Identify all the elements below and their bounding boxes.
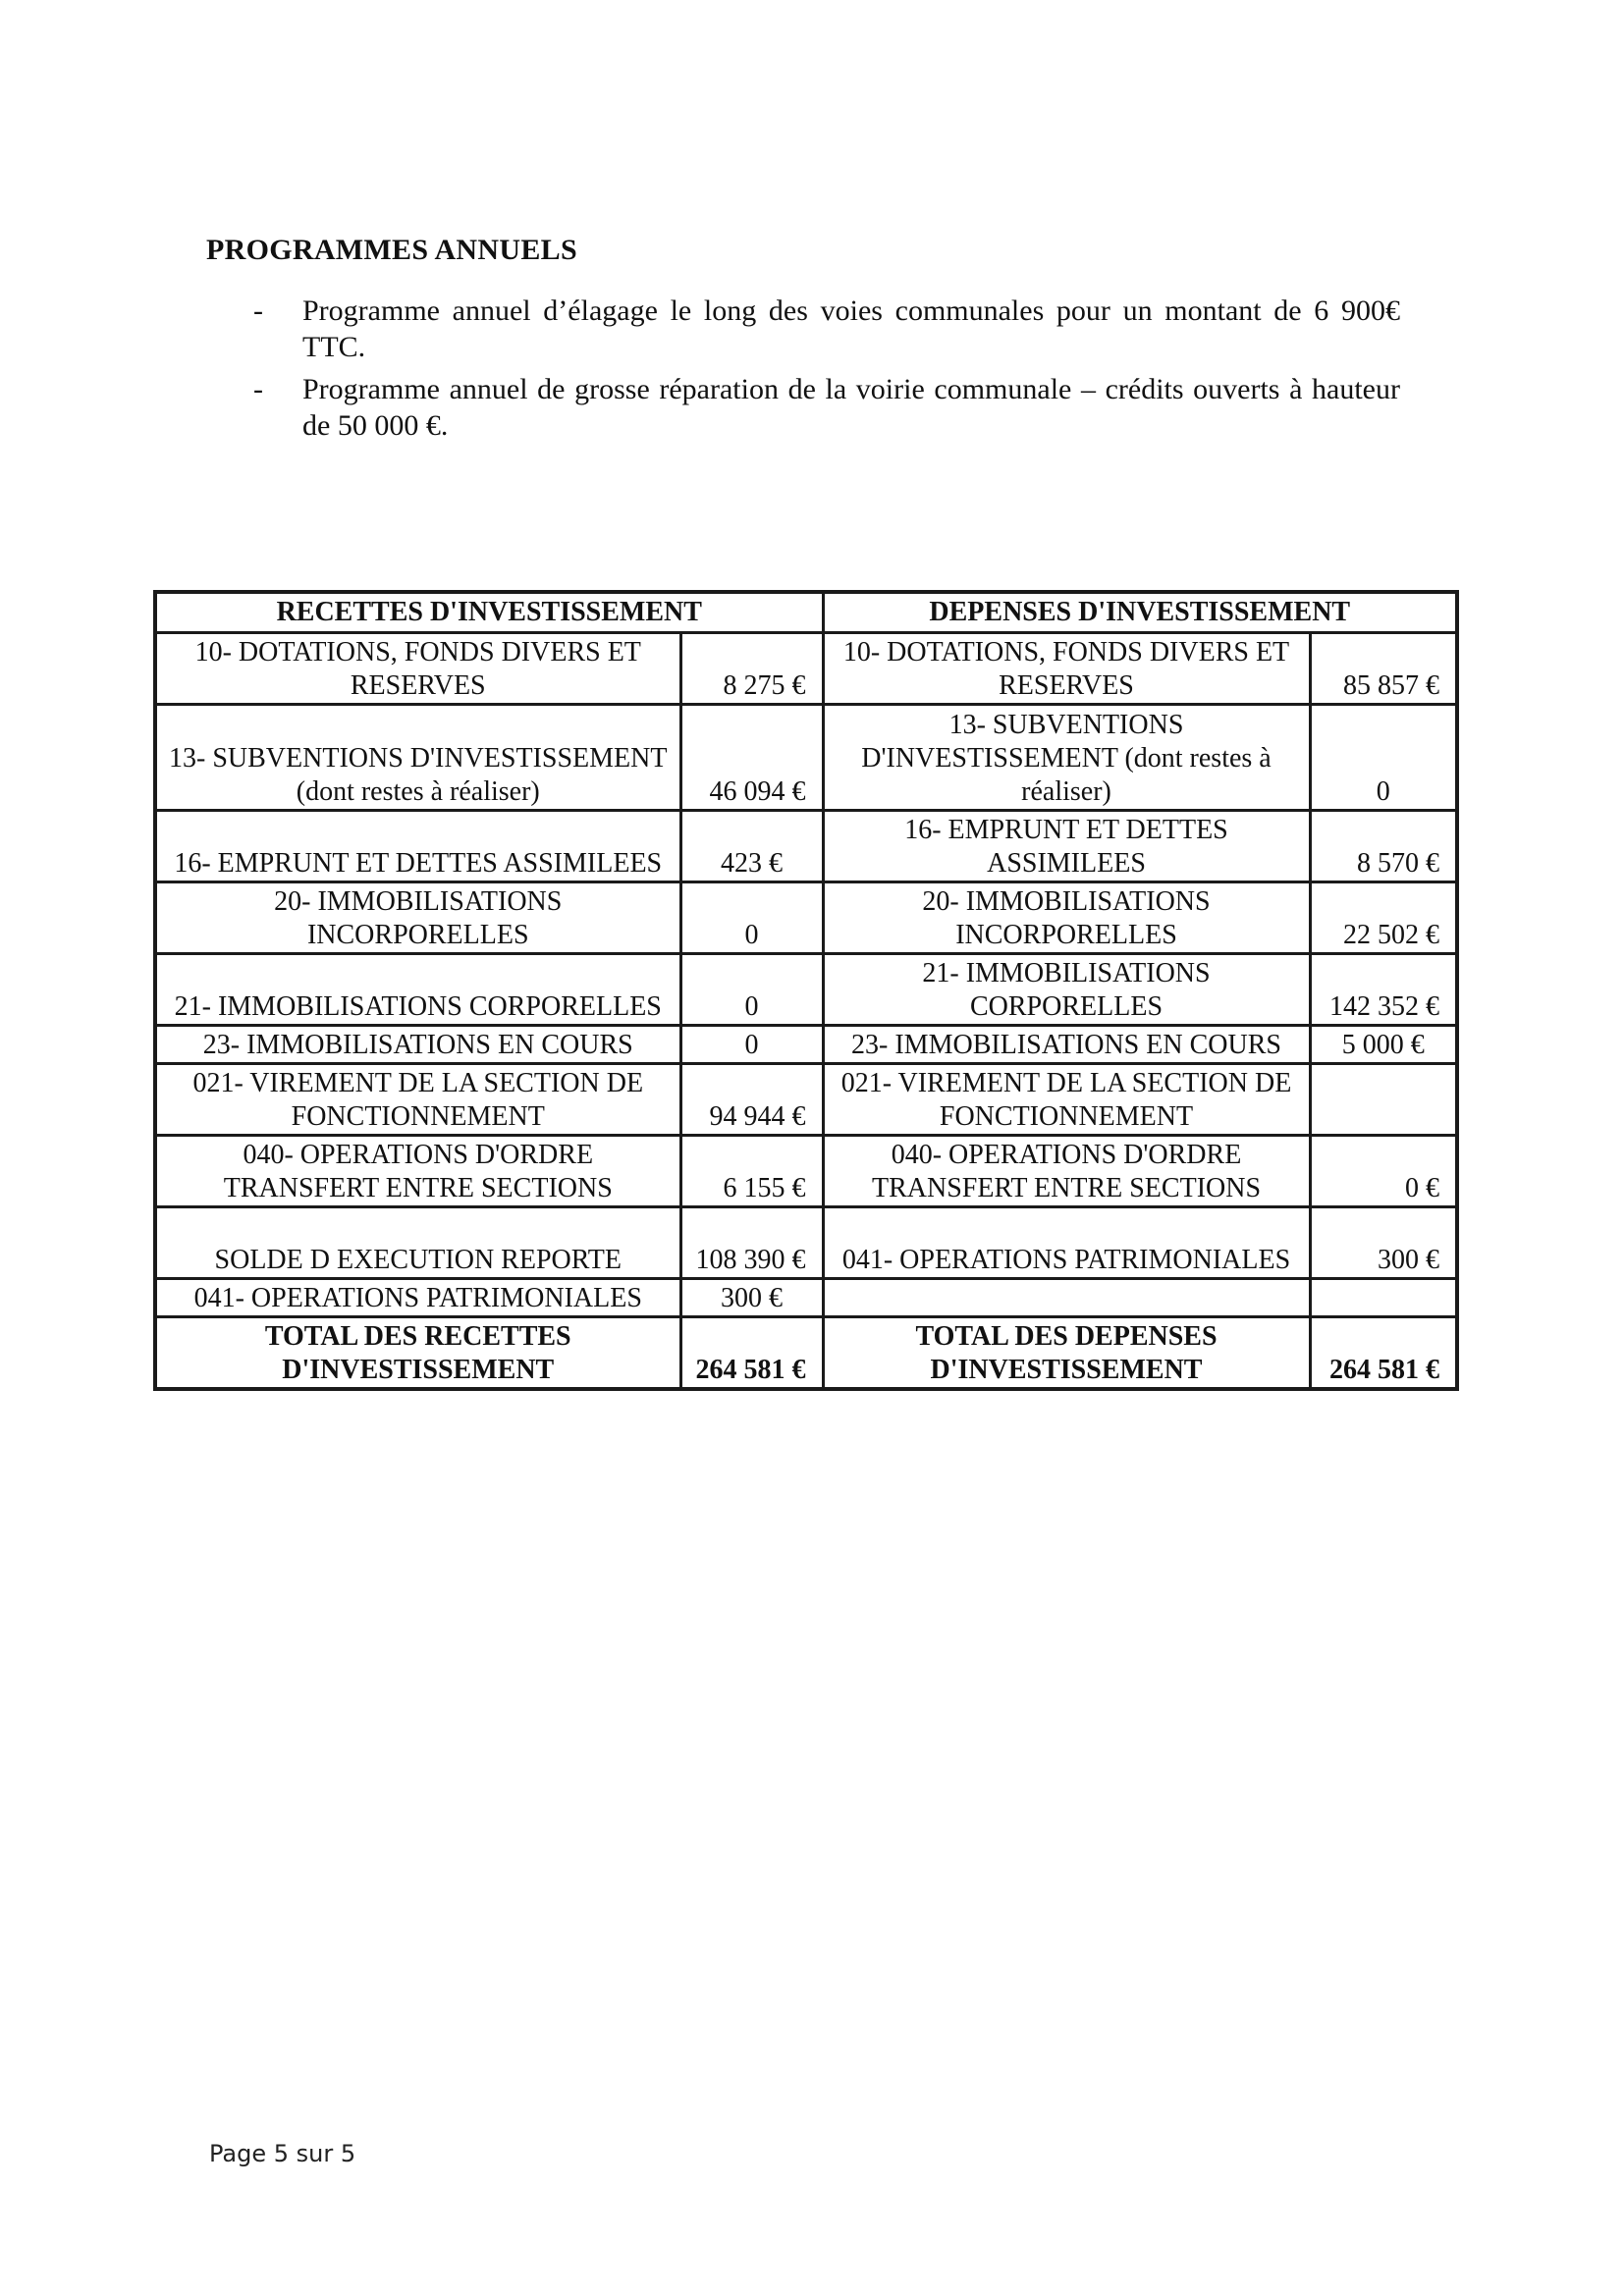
depense-value: 22 502 € — [1310, 882, 1457, 954]
table-row — [155, 705, 1457, 811]
recette-label: 041- OPERATIONS PATRIMONIALES — [155, 1279, 680, 1317]
programmes-list — [253, 293, 1400, 450]
depense-value: 5 000 € — [1310, 1026, 1457, 1064]
table-row — [155, 1026, 1457, 1064]
list-dash: - — [253, 373, 263, 405]
recette-label: 10- DOTATIONS, FONDS DIVERS ET RESERVES — [155, 633, 680, 705]
recette-value: 423 € — [680, 811, 823, 882]
table-row — [155, 633, 1457, 705]
recette-value: 108 390 € — [680, 1207, 823, 1279]
total-row — [155, 1317, 1457, 1390]
table-row — [155, 1064, 1457, 1136]
depense-value: 8 570 € — [1310, 811, 1457, 882]
table-row — [155, 1136, 1457, 1207]
recette-value: 300 € — [680, 1279, 823, 1317]
section-title: PROGRAMMES ANNUELS — [206, 234, 577, 266]
programme-text: Programme annuel de grosse réparation de la voirie communale – crédits ouverts à hauteur de 50 000 €. — [302, 373, 1400, 442]
depense-label: 10- DOTATIONS, FONDS DIVERS ET RESERVES — [823, 633, 1310, 705]
recette-label: 21- IMMOBILISATIONS CORPORELLES — [155, 954, 680, 1026]
recette-value: 0 — [680, 882, 823, 954]
depenses-header: DEPENSES D'INVESTISSEMENT — [823, 592, 1457, 633]
total-depenses-label: TOTAL DES DEPENSES D'INVESTISSEMENT — [823, 1317, 1310, 1390]
depense-label: 21- IMMOBILISATIONS CORPORELLES — [823, 954, 1310, 1026]
total-recettes-value: 264 581 € — [680, 1317, 823, 1390]
programme-text: Programme annuel d’élagage le long des voies communales pour un montant de 6 900€ TTC. — [302, 294, 1400, 363]
table-row — [155, 882, 1457, 954]
recette-label: SOLDE D EXECUTION REPORTE — [155, 1207, 680, 1279]
list-item — [253, 293, 1400, 365]
page-number: Page 5 sur 5 — [209, 2140, 356, 2167]
depense-value — [1310, 1064, 1457, 1136]
recette-value: 46 094 € — [680, 705, 823, 811]
depense-value — [1310, 1279, 1457, 1317]
recette-label: 23- IMMOBILISATIONS EN COURS — [155, 1026, 680, 1064]
recette-label: 20- IMMOBILISATIONS INCORPORELLES — [155, 882, 680, 954]
recette-value: 6 155 € — [680, 1136, 823, 1207]
table-header-row — [155, 592, 1457, 633]
recette-value: 0 — [680, 1026, 823, 1064]
table-row — [155, 954, 1457, 1026]
total-recettes-label: TOTAL DES RECETTES D'INVESTISSEMENT — [155, 1317, 680, 1390]
investment-budget-table — [153, 590, 1459, 1391]
recette-value: 0 — [680, 954, 823, 1026]
depense-label: 040- OPERATIONS D'ORDRE TRANSFERT ENTRE SECTIONS — [823, 1136, 1310, 1207]
recette-label: 040- OPERATIONS D'ORDRE TRANSFERT ENTRE SECTIONS — [155, 1136, 680, 1207]
depense-value: 85 857 € — [1310, 633, 1457, 705]
depense-label: 16- EMPRUNT ET DETTES ASSIMILEES — [823, 811, 1310, 882]
depense-value: 0 € — [1310, 1136, 1457, 1207]
depense-label — [823, 1279, 1310, 1317]
table-row — [155, 1207, 1457, 1279]
depense-label: 041- OPERATIONS PATRIMONIALES — [823, 1207, 1310, 1279]
table-row — [155, 811, 1457, 882]
list-dash: - — [253, 294, 263, 327]
depense-value: 0 — [1310, 705, 1457, 811]
depense-label: 13- SUBVENTIONS D'INVESTISSEMENT (dont restes à réaliser) — [823, 705, 1310, 811]
total-depenses-value: 264 581 € — [1310, 1317, 1457, 1390]
depense-label: 20- IMMOBILISATIONS INCORPORELLES — [823, 882, 1310, 954]
depense-label: 021- VIREMENT DE LA SECTION DE FONCTIONNEMENT — [823, 1064, 1310, 1136]
recette-label: 16- EMPRUNT ET DETTES ASSIMILEES — [155, 811, 680, 882]
depense-label: 23- IMMOBILISATIONS EN COURS — [823, 1026, 1310, 1064]
recettes-header: RECETTES D'INVESTISSEMENT — [155, 592, 823, 633]
depense-value: 300 € — [1310, 1207, 1457, 1279]
recette-label: 021- VIREMENT DE LA SECTION DE FONCTIONNEMENT — [155, 1064, 680, 1136]
depense-value: 142 352 € — [1310, 954, 1457, 1026]
recette-label: 13- SUBVENTIONS D'INVESTISSEMENT (dont restes à réaliser) — [155, 705, 680, 811]
recette-value: 8 275 € — [680, 633, 823, 705]
table-row — [155, 1279, 1457, 1317]
list-item — [253, 371, 1400, 444]
recette-value: 94 944 € — [680, 1064, 823, 1136]
